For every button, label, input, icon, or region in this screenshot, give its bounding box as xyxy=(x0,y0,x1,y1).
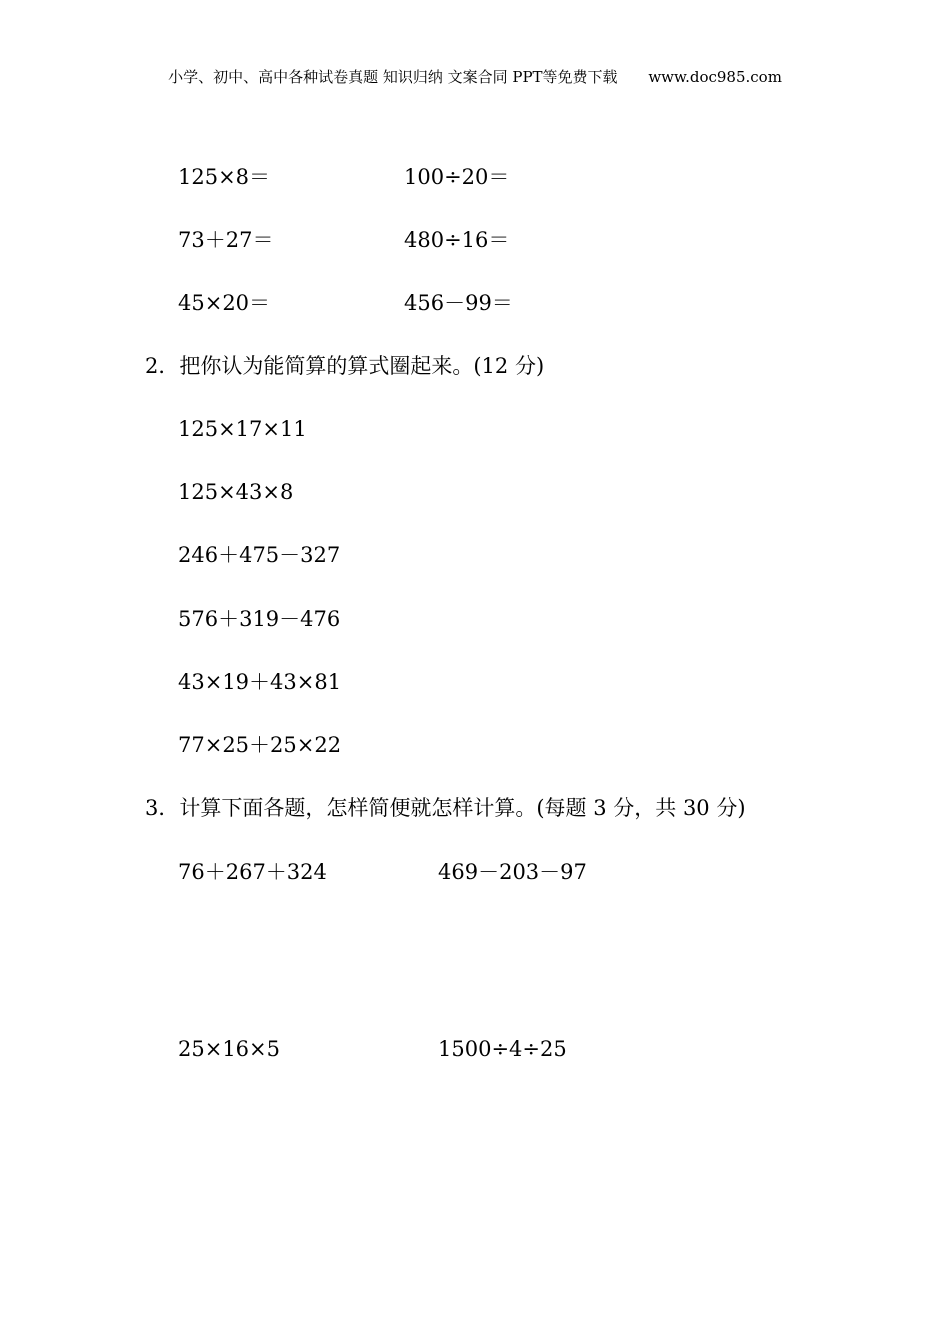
header-url: www.doc985.com xyxy=(648,68,782,86)
expression-item: 576＋319－476 xyxy=(178,607,341,631)
expression-item: 125×17×11 xyxy=(178,417,307,441)
problem-item: 25×16×5 xyxy=(178,1037,280,1061)
problem-item: 469－203－97 xyxy=(438,860,587,884)
question-2-title: 2．把你认为能简算的算式圈起来。(12 分) xyxy=(145,354,545,378)
expression-item: 43×19＋43×81 xyxy=(178,670,342,694)
question-3-title: 3．计算下面各题，怎样简便就怎样计算。(每题 3 分，共 30 分) xyxy=(145,796,746,820)
expression-item: 246＋475－327 xyxy=(178,543,341,567)
calc-item: 100÷20＝ xyxy=(404,165,510,189)
calc-item: 125×8＝ xyxy=(178,165,271,189)
calc-item: 45×20＝ xyxy=(178,291,271,315)
expression-item: 77×25＋25×22 xyxy=(178,733,342,757)
page-header xyxy=(0,70,950,85)
problem-item: 1500÷4÷25 xyxy=(438,1037,567,1061)
expression-item: 125×43×8 xyxy=(178,480,294,504)
problem-item: 76＋267＋324 xyxy=(178,860,327,884)
calc-item: 73＋27＝ xyxy=(178,228,274,252)
calc-item: 480÷16＝ xyxy=(404,228,510,252)
header-text: 小学、初中、高中各种试卷真题 知识归纳 文案合同 PPT等免费下载 xyxy=(168,68,618,86)
calc-item: 456－99＝ xyxy=(404,291,513,315)
